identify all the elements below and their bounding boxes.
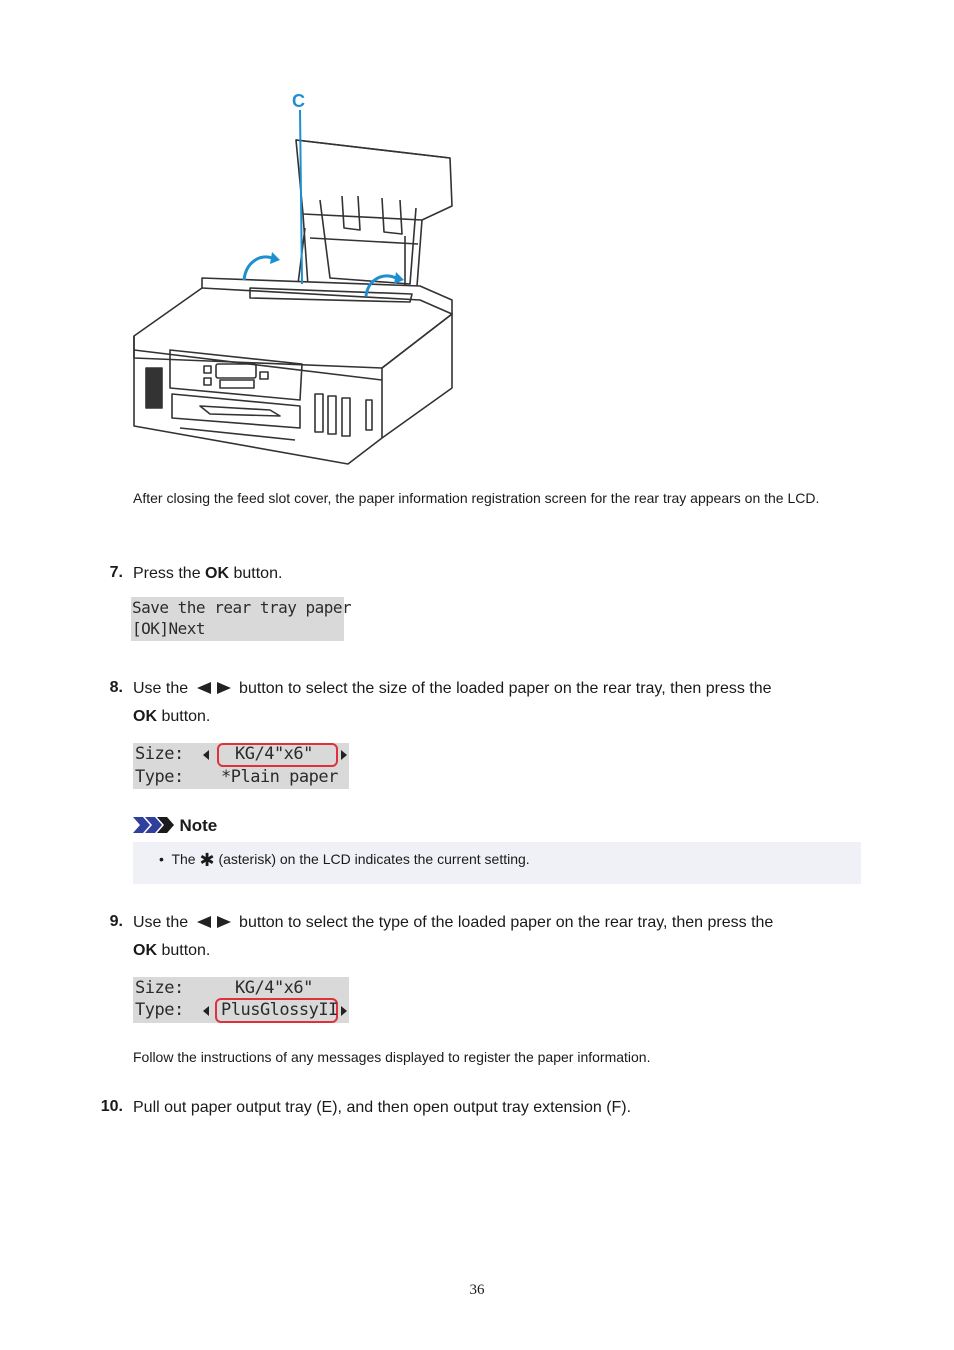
page-number: 36 <box>469 1282 485 1298</box>
lcd-left-arrow-icon <box>203 750 209 760</box>
step-7-pre: Press the <box>133 565 206 582</box>
lcd-type-select <box>133 977 349 1023</box>
step-8-pre: Use the <box>133 680 189 697</box>
lcd-size-select <box>133 743 349 789</box>
step-9-ok: OK <box>133 942 157 959</box>
step-9-post: button. <box>157 942 211 959</box>
lcd-right-arrow-icon <box>341 1006 347 1016</box>
lcd-size-label: Size: <box>135 978 184 998</box>
right-arrow-icon <box>217 916 231 928</box>
step-8-mid: button to select the size of the loaded paper on the rear tray, then press the <box>239 680 772 697</box>
note-bullet <box>159 850 530 869</box>
printer-illustration <box>120 88 470 468</box>
lcd-size-label: Size: <box>135 744 184 764</box>
step-7-number: 7. <box>109 564 123 581</box>
lcd-type-label: Type: <box>135 767 184 787</box>
step-7-post: button. <box>229 565 283 582</box>
step-8-post: button. <box>157 708 211 725</box>
lcd-type-value: *Plain paper <box>221 767 338 787</box>
bullet-dot: • <box>159 851 168 867</box>
asterisk-icon: ✱ <box>199 850 215 870</box>
lcd-save-rear-tray <box>131 597 352 641</box>
lcd-line-1: Save the rear tray paper <box>132 598 352 617</box>
step-8-ok: OK <box>133 708 157 725</box>
right-arrow-icon <box>217 682 231 694</box>
note-title: Note <box>179 816 218 835</box>
printer-drawing <box>120 88 470 468</box>
note-box <box>133 842 861 884</box>
lcd-size-value: KG/4"x6" <box>235 744 313 764</box>
lcd-type-value: PlusGlossyII <box>221 1000 338 1020</box>
lcd-line-2: [OK]Next <box>132 619 206 638</box>
step-9-number: 9. <box>109 913 123 930</box>
step-10-text: Pull out paper output tray (E), and then open output tray extension (F). <box>133 1099 632 1116</box>
caption-rear-tray-screen: After closing the feed slot cover, the paper information registration screen for the rear tray appears on the LCD. <box>133 490 820 506</box>
left-arrow-icon <box>197 916 211 928</box>
left-arrow-icon <box>197 682 211 694</box>
callout-label-c: C <box>292 91 305 111</box>
step-10-number: 10. <box>100 1098 123 1115</box>
step-7-ok: OK <box>205 565 230 582</box>
step-9-pre: Use the <box>133 914 189 931</box>
step-8-number: 8. <box>109 679 123 696</box>
step-9-mid: button to select the type of the loaded paper on the rear tray, then press the <box>239 914 774 931</box>
note-chevrons-icon <box>133 817 175 833</box>
lcd-right-arrow-icon <box>341 750 347 760</box>
note-bullet-pre: The <box>171 851 196 867</box>
caption-follow-instructions: Follow the instructions of any messages displayed to register the paper information. <box>133 1049 651 1065</box>
lcd-type-label: Type: <box>135 1000 184 1020</box>
step-7-text <box>133 560 282 588</box>
note-bullet-post: (asterisk) on the LCD indicates the current setting. <box>218 851 530 867</box>
step-8-text <box>133 675 863 731</box>
note-heading <box>133 816 217 838</box>
lcd-left-arrow-icon <box>203 1006 209 1016</box>
lcd-size-value: KG/4"x6" <box>235 978 313 998</box>
step-9-text <box>133 909 863 965</box>
